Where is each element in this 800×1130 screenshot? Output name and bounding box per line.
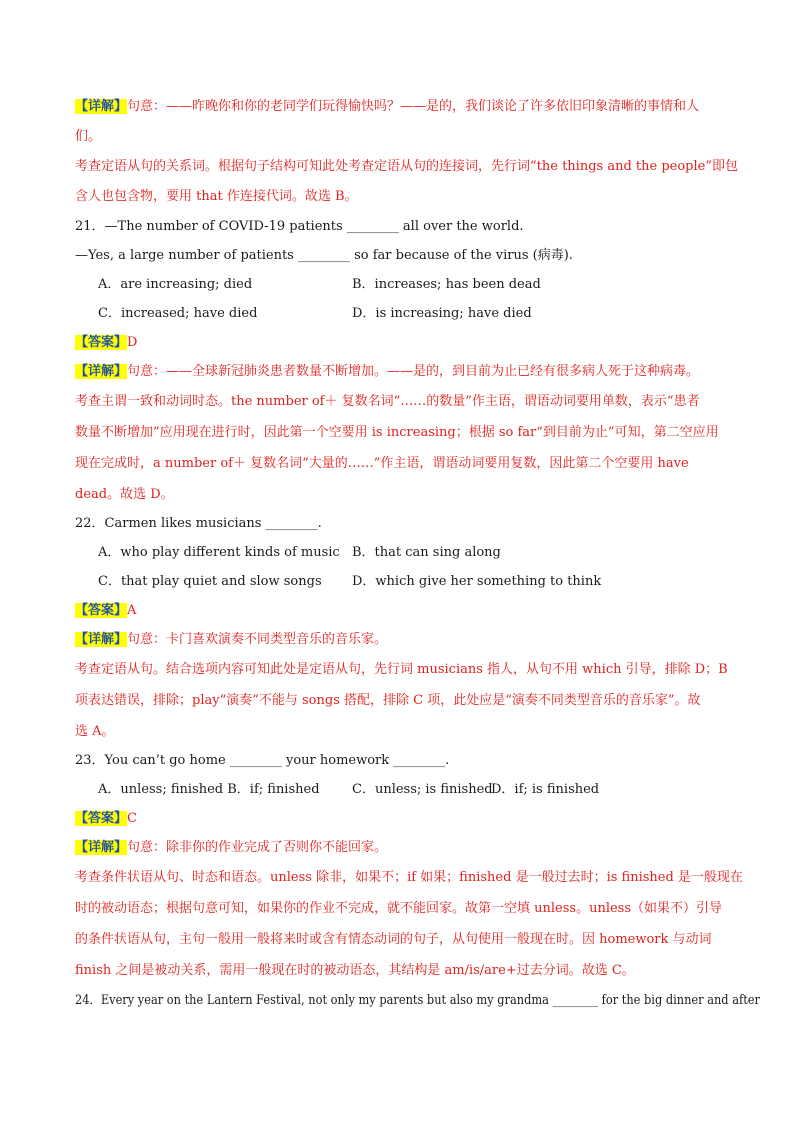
q20-detail-line-2: 们。 — [75, 129, 102, 144]
q21-detail-line-5: dead。故选 D。 — [75, 487, 174, 502]
q23-stem: 23．You can’t go home ________ your homework ________. — [75, 753, 450, 768]
answer-tag: 【答案】 — [75, 811, 128, 826]
q23-detail-line-5: finish 之间是被动关系，需用一般现在时的被动语态，其结构是 am/is/are+过去分词。故选 C。 — [75, 963, 635, 978]
q21-detail-line-2: 考查主谓一致和动词时态。the number of＋ 复数名词“……的数量”作主语，谓语动词要用单数，表示“患者 — [75, 394, 700, 409]
detail-tag: 【详解】 — [75, 840, 128, 855]
q21-detail-line-1: 【详解】句意：——全球新冠肺炎患者数量不断增加。——是的，到目前为止已经有很多病人死于这种病毒。 — [75, 364, 700, 379]
q23-detail-line-4: 的条件状语从句，主句一般用一般将来时或含有情态动词的句子，从句使用一般现在时。因 homework 与动词 — [75, 932, 712, 947]
q21-detail-line-4: 现在完成时，a number of＋ 复数名词“大量的……”作主语，谓语动词要用复数，因此第二个空要用 have — [75, 456, 689, 471]
q22-detail-line-3: 项表达错误，排除；play“演奏”不能与 songs 搭配，排除 C 项，此处应是“演奏不同类型音乐的音乐家”。故 — [75, 693, 701, 708]
q23-detail-line-2: 考查条件状语从句、时态和语态。unless 除非，如果不；if 如果；finished 是一般过去时；is finished 是一般现在 — [75, 870, 743, 885]
q21-answer-line — [75, 334, 137, 352]
q22-option-a: A．who play different kinds of music — [98, 545, 340, 560]
q21-option-d: D．is increasing; have died — [352, 306, 532, 321]
q22-detail-line-4: 选 A。 — [75, 724, 115, 739]
q22-answer-line — [75, 602, 136, 620]
q20-detail-line-1: 【详解】句意：——昨晚你和你的老同学们玩得愉快吗？——是的，我们谈论了许多依旧印象清晰的事情和人 — [75, 99, 700, 114]
q22-option-c: C．that play quiet and slow songs — [98, 574, 322, 589]
q21-answer: D — [127, 335, 138, 350]
q22-detail-line-1: 【详解】句意：卡门喜欢演奏不同类型音乐的音乐家。 — [75, 632, 388, 647]
q23-option-c: C．unless; is finished — [352, 782, 493, 797]
q21-option-a: A．are increasing; died — [98, 277, 253, 292]
q20-detail-line-3: 考查定语从句的关系词。根据句子结构可知此处考查定语从句的连接词，先行词“the things and the people”即包 — [75, 159, 738, 174]
q23-detail-line-1: 【详解】句意：除非你的作业完成了否则你不能回家。 — [75, 840, 388, 855]
q23-answer-line — [75, 810, 137, 828]
q23-detail-line-3: 时的被动语态；根据句意可知，如果你的作业不完成，就不能回家。故第一空填 unless。unless（如果不）引导 — [75, 901, 723, 916]
q22-option-b: B．that can sing along — [352, 545, 501, 560]
detail-tag: 【详解】 — [75, 364, 128, 379]
q21-option-b: B．increases; has been dead — [352, 277, 541, 292]
q21-stem-line-1: 21．—The number of COVID-19 patients ________ all over the world. — [75, 219, 524, 234]
answer-tag: 【答案】 — [75, 603, 128, 618]
q23-option-d: D．if; is finished — [491, 782, 600, 797]
q22-stem: 22．Carmen likes musicians ________. — [75, 516, 322, 531]
detail-tag: 【详解】 — [75, 632, 128, 647]
detail-tag: 【详解】 — [75, 99, 128, 114]
q20-detail-line-4: 含人也包含物，要用 that 作连接代词。故选 B。 — [75, 189, 358, 204]
q24-stem: 24．Every year on the Lantern Festival, not only my parents but also my grandma ________ for the big dinner and after — [75, 993, 760, 1008]
q21-stem-line-2: —Yes, a large number of patients ________ so far because of the virus (病毒). — [75, 248, 573, 263]
q21-detail-line-3: 数量不断增加”应用现在进行时，因此第一个空要用 is increasing；根据 so far“到目前为止”可知，第二空应用 — [75, 425, 719, 440]
q22-detail-line-2: 考查定语从句。结合选项内容可知此处是定语从句，先行词 musicians 指人，从句不用 which 引导，排除 D；B — [75, 662, 728, 677]
q22-answer: A — [127, 603, 137, 618]
q22-option-d: D．which give her something to think — [352, 574, 602, 589]
answer-tag: 【答案】 — [75, 335, 128, 350]
q23-answer: C — [127, 811, 137, 826]
q23-option-ab: A．unless; finished B．if; finished — [98, 782, 320, 797]
q21-option-c: C．increased; have died — [98, 306, 258, 321]
